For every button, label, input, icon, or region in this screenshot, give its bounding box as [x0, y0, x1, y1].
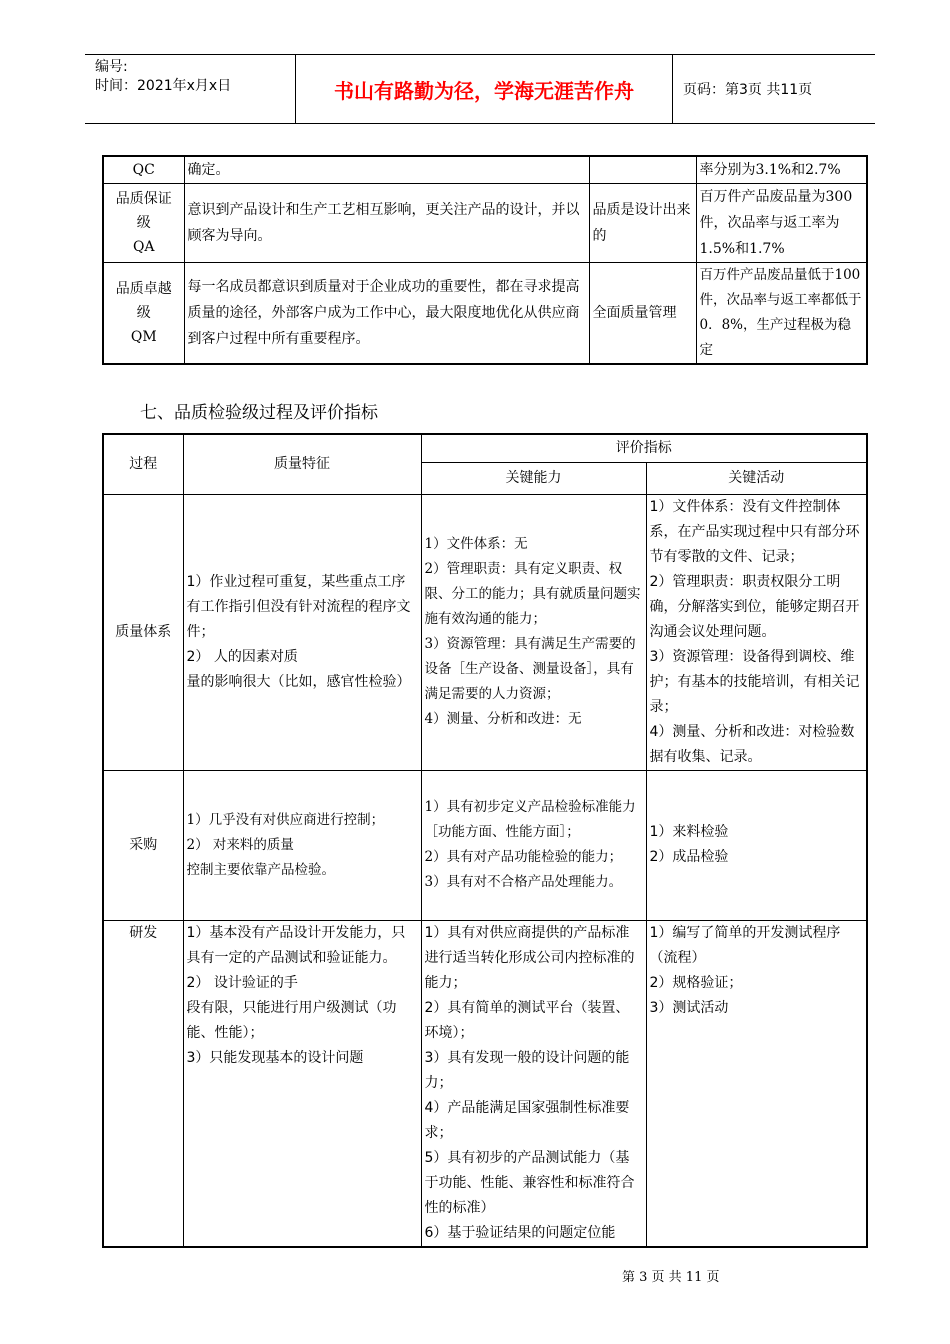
table-row [103, 770, 867, 920]
process-cell: 质量体系 [103, 494, 183, 770]
description-cell: 确定。 [184, 156, 589, 184]
ability-cell: 1）文件体系：无 2）管理职责：具有定义职责、权限、分工的能力；具有就质量问题实施有效沟通的能力； 3）资源管理：具有满足生产需要的设备［生产设备、测量设备］，具有满足需要的人力资源； 4）测量、分析和改进：无 [421, 494, 646, 770]
header-page-label: 页码：第3页 共11页 [683, 82, 813, 98]
table-row [103, 494, 867, 770]
description-cell: 每一名成员都意识到质量对于企业成功的重要性，都在寻求提高质量的途径，外部客户成为工作中心，最大限度地优化从供应商到客户过程中所有重要程序。 [184, 263, 589, 365]
section-title: 七、品质检验级过程及评价指标 [140, 403, 378, 423]
focus-cell: 全面质量管理 [589, 263, 696, 365]
description-cell: 意识到产品设计和生产工艺相互影响，更关注产品的设计，并以顾客为导向。 [184, 184, 589, 263]
level-cell: QC [103, 156, 184, 184]
table-row [103, 920, 867, 1247]
focus-cell [589, 156, 696, 184]
page-footer: 第 3 页 共 11 页 [622, 1270, 720, 1285]
quality-level-table [102, 155, 868, 365]
process-evaluation-table [102, 433, 868, 1248]
process-cell: 研发 [103, 920, 183, 1247]
header-ability: 关键能力 [421, 462, 646, 494]
process-cell: 采购 [103, 770, 183, 920]
doc-time-label: 时间：2021年x月x日 [95, 78, 232, 94]
doc-number-label: 编号: [95, 59, 128, 75]
ability-cell: 1）具有初步定义产品检验标准能力［功能方面、性能方面］； 2）具有对产品功能检验的能力； 3）具有对不合格产品处理能力。 [421, 770, 646, 920]
header-meta [85, 55, 295, 123]
page-header [85, 54, 875, 124]
header-row [103, 434, 867, 462]
quality-cell: 1）基本没有产品设计开发能力，只具有一定的产品测试和验证能力。 2） 设计验证的手 段有限，只能进行用户级测试（功能、性能）； 3）只能发现基本的设计问题 [183, 920, 421, 1247]
header-eval: 评价指标 [421, 434, 867, 462]
activity-cell: 1）编写了简单的开发测试程序（流程） 2）规格验证； 3）测试活动 [646, 920, 867, 1247]
header-motto: 书山有路勤为径，学海无涯苦作舟 [295, 55, 673, 123]
focus-cell: 品质是设计出来的 [589, 184, 696, 263]
header-process: 过程 [103, 434, 183, 494]
metric-cell: 率分别为3.1%和2.7% [696, 156, 867, 184]
level-cell: 品质卓越 级 QM [103, 263, 184, 365]
quality-cell: 1）作业过程可重复，某些重点工序有工作指引但没有针对流程的程序文件； 2） 人的因素对质 量的影响很大（比如，感官性检验） [183, 494, 421, 770]
metric-cell: 百万件产品废品量低于100件，次品率与返工率都低于0．8%，生产过程极为稳定 [696, 263, 867, 365]
header-activity: 关键活动 [646, 462, 867, 494]
table-row [103, 156, 867, 184]
quality-cell: 1）几乎没有对供应商进行控制； 2） 对来料的质量 控制主要依靠产品检验。 [183, 770, 421, 920]
table-row [103, 263, 867, 365]
header-quality: 质量特征 [183, 434, 421, 494]
activity-cell: 1）文件体系：没有文件控制体系，在产品实现过程中只有部分环节有零散的文件、记录； 2）管理职责：职责权限分工明确，分解落实到位，能够定期召开沟通会议处理问题。 3）资源管理：设备得到调校、维护；有基本的技能培训，有相关记录； 4）测量、分析和改进：对检验数据有收集、记录。 [646, 494, 867, 770]
activity-cell: 1）来料检验 2）成品检验 [646, 770, 867, 920]
metric-cell: 百万件产品废品量为300件，次品率与返工率为1.5%和1.7% [696, 184, 867, 263]
level-cell: 品质保证 级 QA [103, 184, 184, 263]
ability-cell: 1）具有对供应商提供的产品标准进行适当转化形成公司内控标准的能力； 2）具有简单的测试平台（装置、环境）； 3）具有发现一般的设计问题的能力； 4）产品能满足国家强制性标准要求； 5）具有初步的产品测试能力（基于功能、性能、兼容性和标准符合性的标准） 6）基于验证结果的问题定位能 [421, 920, 646, 1247]
table-row [103, 184, 867, 263]
